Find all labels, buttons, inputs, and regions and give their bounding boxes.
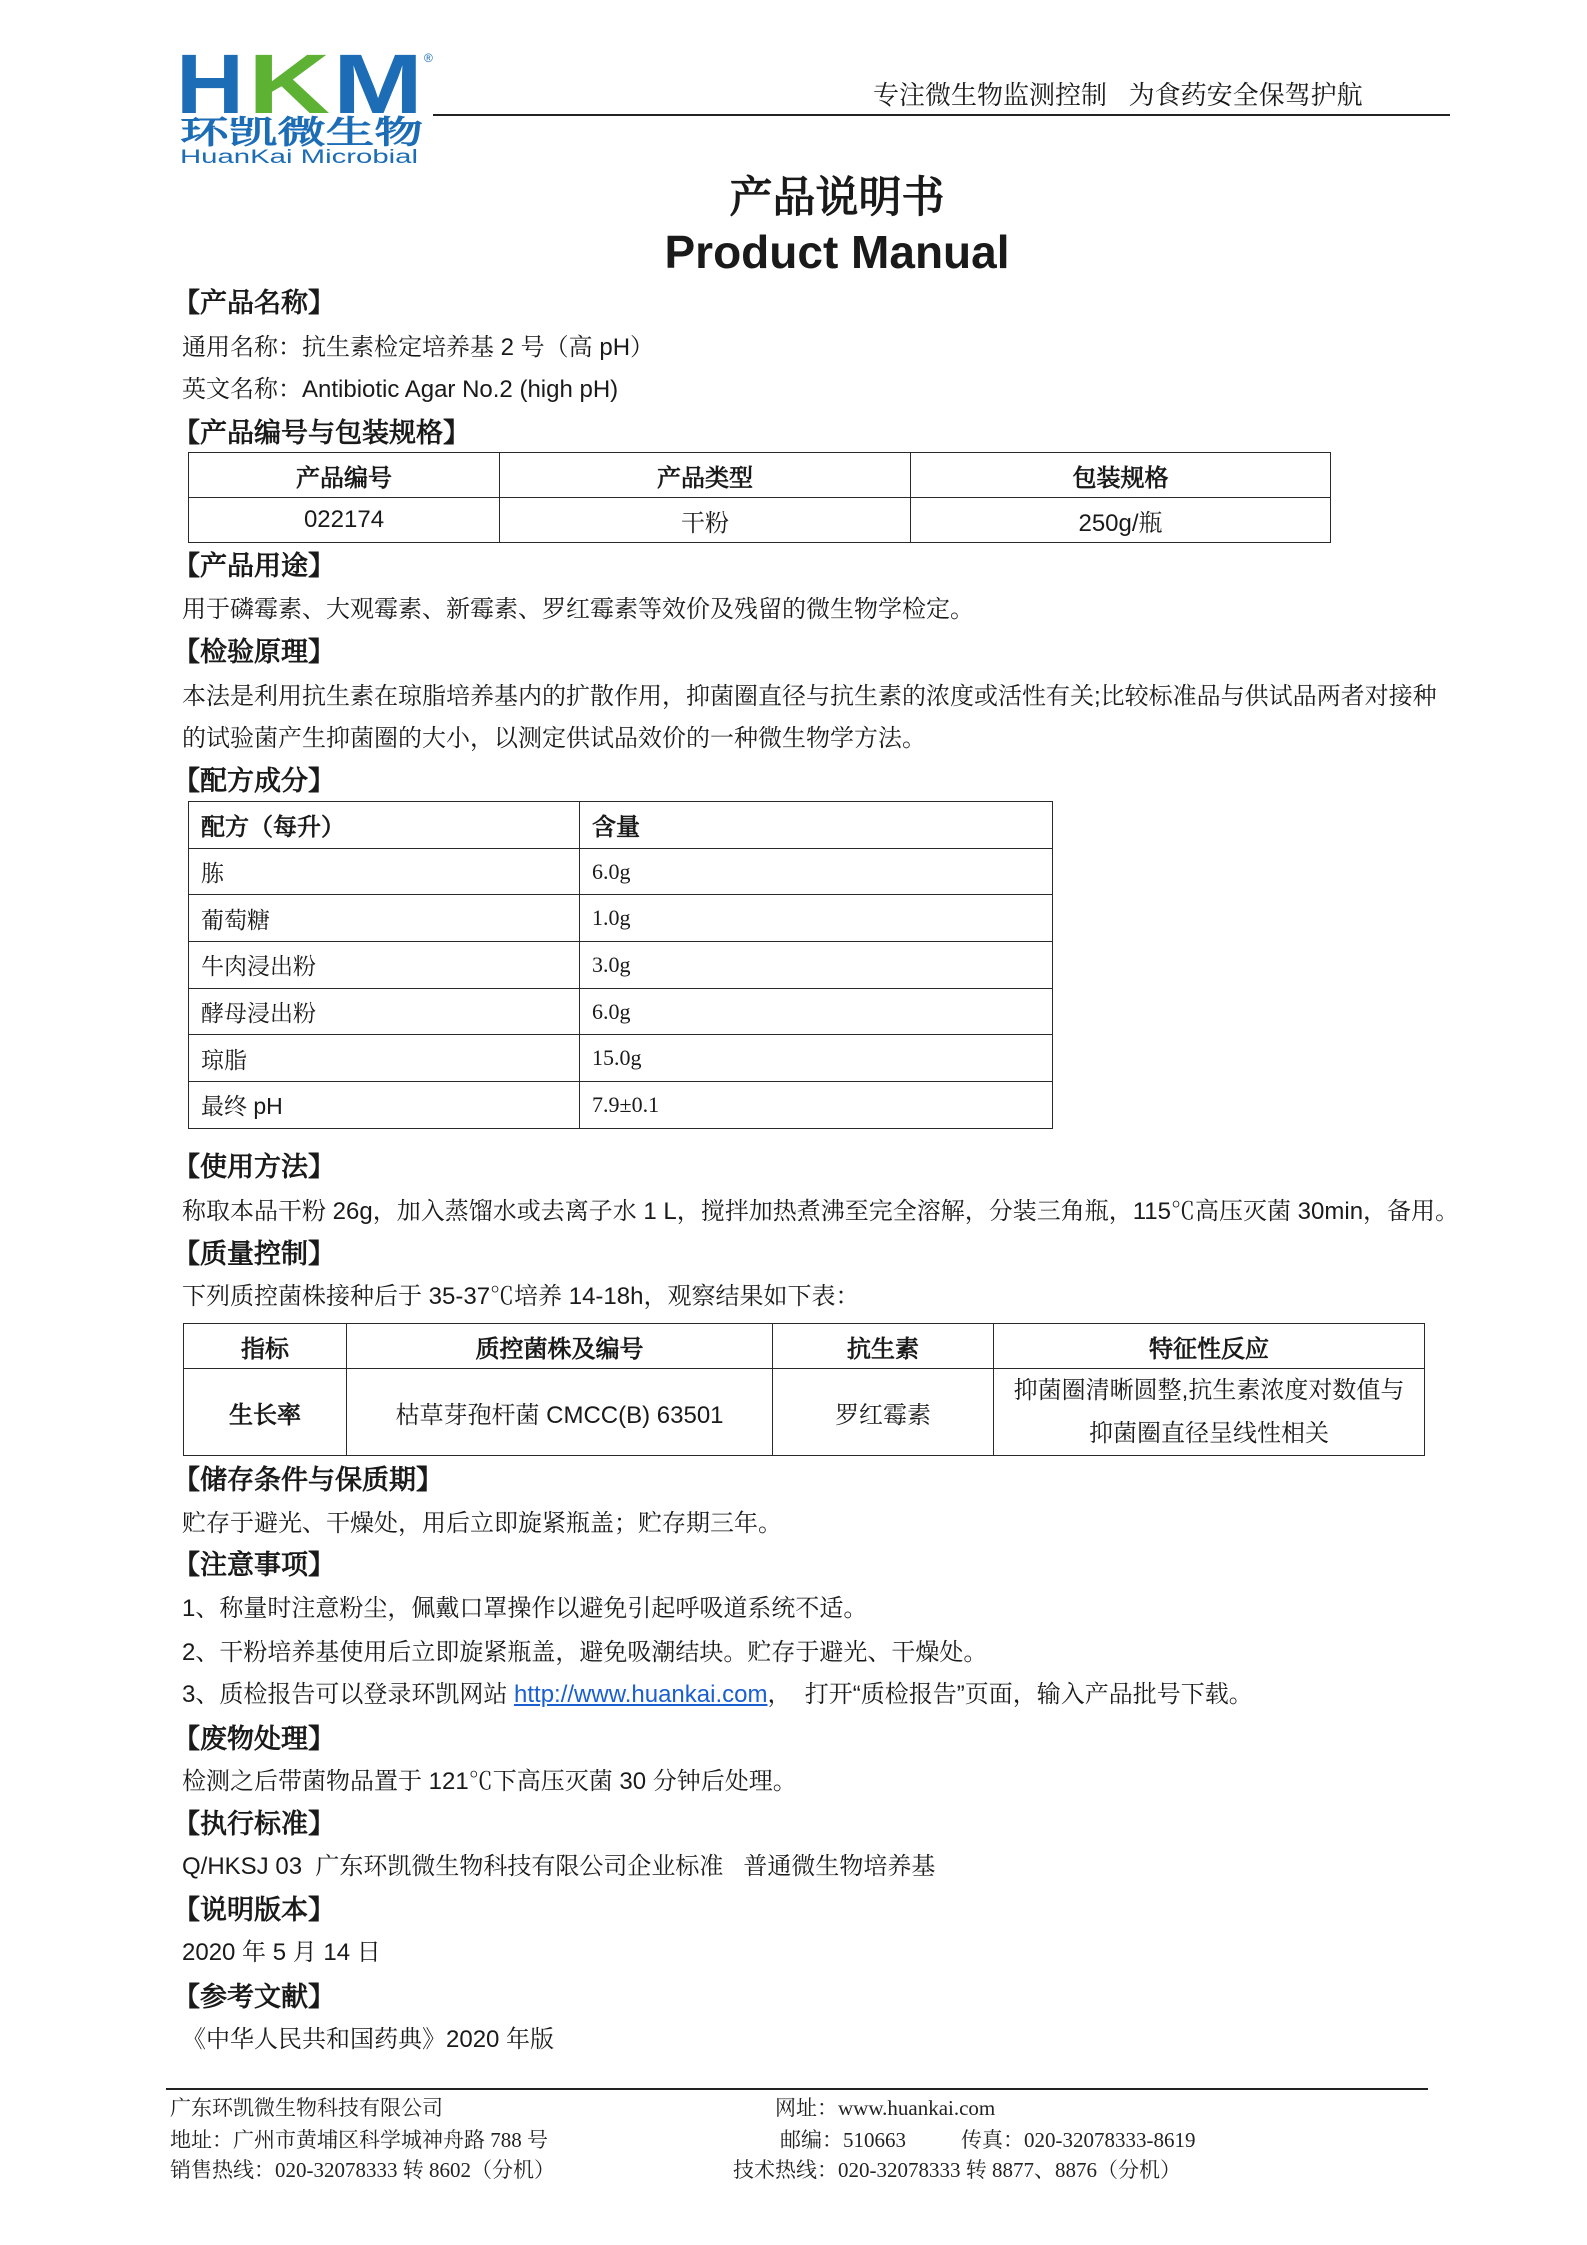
table-header-row	[184, 1324, 1425, 1369]
packaging-table	[188, 452, 1331, 543]
section-heading-quality-control: 【质量控制】	[173, 1239, 335, 1269]
table-header-cell: 质控菌株及编号	[347, 1324, 773, 1369]
table-cell-antibiotic: 罗红霉素	[773, 1369, 994, 1456]
table-header-cell: 配方（每升）	[189, 802, 580, 849]
quality-control-table	[183, 1323, 1425, 1456]
table-header-cell: 产品编号	[189, 453, 500, 498]
header-slogan: 专注微生物监测控制 为食药安全保驾护航	[873, 80, 1363, 110]
method-text: 称取本品干粉 26g，加入蒸馏水或去离子水 1 L，搅拌加热煮沸至完全溶解，分装三角瓶，115℃高压灭菌 30min，备用。	[182, 1198, 1460, 1225]
table-row	[189, 1035, 1053, 1082]
table-row	[189, 1082, 1053, 1129]
page-title-cn: 产品说明书	[729, 174, 945, 222]
table-cell-package-size: 250g/瓶	[911, 498, 1331, 543]
standard-text: Q/HKSJ 03 广东环凯微生物科技有限公司企业标准 普通微生物培养基	[182, 1853, 936, 1880]
section-heading-packaging: 【产品编号与包装规格】	[173, 418, 470, 448]
table-row	[189, 942, 1053, 989]
section-heading-principle: 【检验原理】	[173, 637, 335, 667]
ingredient-name: 葡萄糖	[189, 895, 580, 942]
table-row	[189, 498, 1331, 543]
page-title-en: Product Manual	[664, 226, 1010, 278]
table-header-cell: 产品类型	[500, 453, 911, 498]
use-text: 用于磷霉素、大观霉素、新霉素、罗红霉素等效价及残留的微生物学检定。	[182, 596, 974, 623]
note-item-prefix: 3、质检报告可以登录环凯网站	[182, 1681, 515, 1708]
table-header-row	[189, 802, 1053, 849]
footer-fax: 传真：020-32078333-8619	[961, 2128, 1196, 2152]
ingredient-name: 最终 pH	[189, 1082, 580, 1129]
quality-control-intro: 下列质控菌株接种后于 35-37℃培养 14-18h，观察结果如下表：	[182, 1283, 860, 1310]
footer-divider	[166, 2088, 1428, 2090]
section-heading-standard: 【执行标准】	[173, 1809, 335, 1839]
footer-address: 地址：广州市黄埔区科学城神舟路 788 号	[170, 2128, 548, 2152]
logo-letter-h: H	[176, 48, 244, 131]
section-heading-use: 【产品用途】	[173, 551, 335, 581]
note-item	[182, 1680, 1253, 1710]
table-cell-strain: 枯草芽孢杆菌 CMCC(B) 63501	[347, 1369, 773, 1456]
table-cell-product-type: 干粉	[500, 498, 911, 543]
principle-text-line: 本法是利用抗生素在琼脂培养基内的扩散作用，抑菌圈直径与抗生素的浓度或活性有关;比较标准品与供试品两者对接种	[182, 683, 1437, 710]
table-header-cell: 指标	[184, 1324, 347, 1369]
table-header-cell: 含量	[580, 802, 1053, 849]
ingredient-name: 牛肉浸出粉	[189, 942, 580, 989]
footer-postcode: 邮编：510663	[780, 2128, 906, 2152]
reaction-text-line: 抑菌圈直径呈线性相关	[1089, 1420, 1329, 1447]
ingredient-name: 酵母浸出粉	[189, 988, 580, 1035]
version-date: 2020 年 5 月 14 日	[182, 1939, 381, 1966]
website-link[interactable]: http://www.huankai.com	[514, 1681, 768, 1708]
storage-text: 贮存于避光、干燥处，用后立即旋紧瓶盖；贮存期三年。	[182, 1510, 782, 1537]
logo-letter-m: M	[333, 48, 423, 131]
ingredient-amount: 7.9±0.1	[580, 1082, 1053, 1129]
table-header-cell: 特征性反应	[994, 1324, 1425, 1369]
company-logo	[170, 48, 440, 168]
table-header-cell: 包装规格	[911, 453, 1331, 498]
table-header-row	[189, 453, 1331, 498]
footer-company: 广东环凯微生物科技有限公司	[170, 2096, 443, 2120]
logo-letter-k: K	[248, 48, 330, 131]
table-header-cell: 抗生素	[773, 1324, 994, 1369]
footer-tech-hotline: 技术热线：020-32078333 转 8877、8876（分机）	[733, 2158, 1181, 2182]
table-row	[189, 848, 1053, 895]
section-heading-storage: 【储存条件与保质期】	[173, 1465, 443, 1495]
ingredient-name: 琼脂	[189, 1035, 580, 1082]
table-cell-product-code: 022174	[189, 498, 500, 543]
section-heading-references: 【参考文献】	[173, 1982, 335, 2012]
table-row	[189, 988, 1053, 1035]
principle-text-line: 的试验菌产生抑菌圈的大小，以测定供试品效价的一种微生物学方法。	[182, 725, 926, 752]
ingredient-amount: 6.0g	[580, 988, 1053, 1035]
table-cell-indicator: 生长率	[184, 1369, 347, 1456]
footer-website: 网址：www.huankai.com	[775, 2096, 996, 2120]
section-heading-version: 【说明版本】	[173, 1895, 335, 1925]
common-name-text: 通用名称：抗生素检定培养基 2 号（高 pH）	[182, 334, 655, 361]
formula-table	[188, 801, 1053, 1129]
reference-text: 《中华人民共和国药典》2020 年版	[182, 2026, 555, 2053]
ingredient-name: 胨	[189, 848, 580, 895]
ingredient-amount: 15.0g	[580, 1035, 1053, 1082]
logo-name-cn: 环凯微生物	[180, 114, 423, 150]
logo-registered-mark: ®	[424, 51, 433, 65]
table-row	[189, 895, 1053, 942]
note-item: 1、称量时注意粉尘，佩戴口罩操作以避免引起呼吸道系统不适。	[182, 1595, 868, 1622]
section-heading-method: 【使用方法】	[173, 1152, 335, 1182]
reaction-text-line: 抑菌圈清晰圆整,抗生素浓度对数值与	[1013, 1377, 1405, 1404]
footer-sales-hotline: 销售热线：020-32078333 转 8602（分机）	[170, 2158, 555, 2182]
disposal-text: 检测之后带菌物品置于 121℃下高压灭菌 30 分钟后处理。	[182, 1768, 797, 1795]
ingredient-amount: 6.0g	[580, 848, 1053, 895]
section-heading-disposal: 【废物处理】	[173, 1724, 335, 1754]
header-divider	[433, 114, 1450, 116]
section-heading-formula: 【配方成分】	[173, 766, 335, 796]
note-item: 2、干粉培养基使用后立即旋紧瓶盖，避免吸潮结块。贮存于避光、干燥处。	[182, 1639, 988, 1666]
section-heading-notes: 【注意事项】	[173, 1550, 335, 1580]
section-heading-product-name: 【产品名称】	[173, 288, 335, 318]
logo-name-en: HuanKai Microbial	[180, 147, 418, 168]
ingredient-amount: 1.0g	[580, 895, 1053, 942]
table-cell-reaction	[994, 1369, 1425, 1456]
ingredient-amount: 3.0g	[580, 942, 1053, 989]
english-name-text: 英文名称：Antibiotic Agar No.2 (high pH)	[182, 376, 619, 403]
table-row	[184, 1369, 1425, 1456]
note-item-suffix: ， 打开“质检报告”页面，输入产品批号下载。	[767, 1681, 1253, 1708]
